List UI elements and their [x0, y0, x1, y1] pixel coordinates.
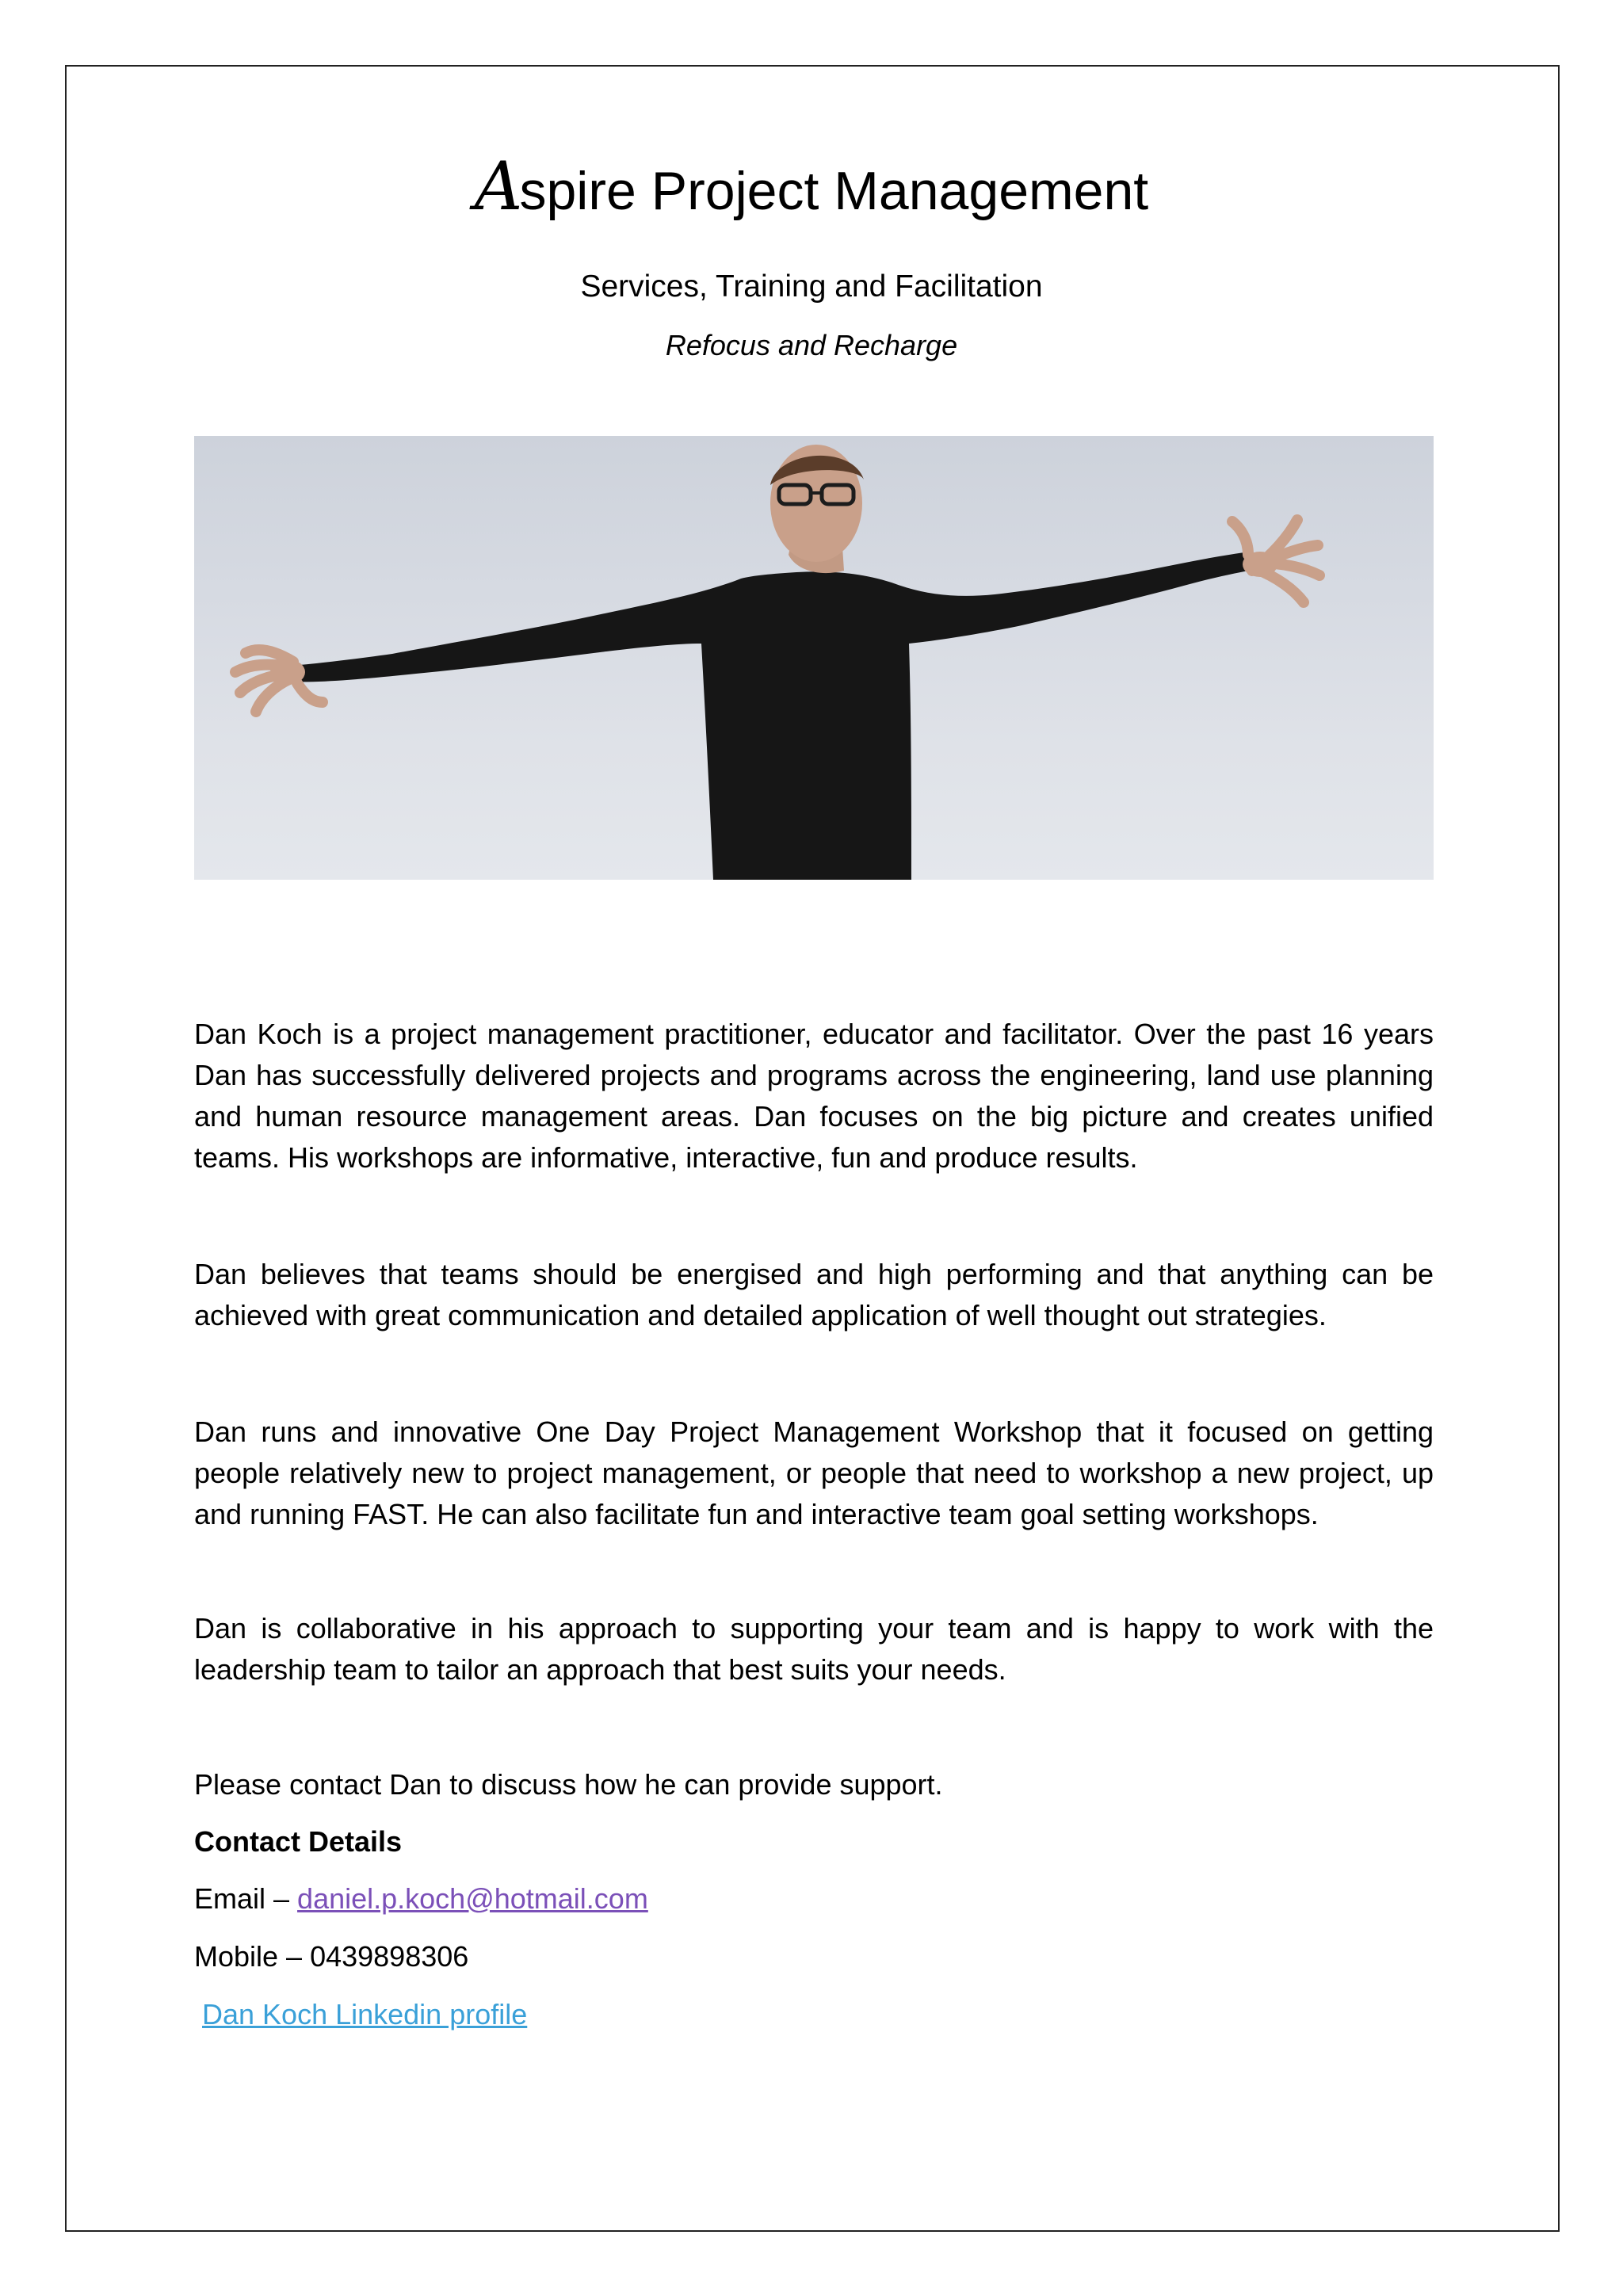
- approach-paragraph: Dan is collaborative in his approach to supporting your team and is happy to work with the leadership team to tailor an approach that best suits your needs.: [194, 1612, 1434, 1686]
- page-title: [0, 147, 1623, 225]
- linkedin-line: [202, 1996, 527, 2034]
- email-label: Email –: [194, 1882, 298, 1915]
- page-tagline: Refocus and Recharge: [665, 329, 958, 361]
- email-link[interactable]: daniel.p.koch@hotmail.com: [297, 1882, 648, 1915]
- email-line: [194, 1880, 648, 1918]
- workshop-paragraph: Dan runs and innovative One Day Project Management Workshop that it focused on getting people relatively new to project management, or people that need to workshop a new project, up and running FAST. He can also facilitate fun and interactive team goal setting workshops.: [194, 1415, 1434, 1530]
- mobile-number: 0439898306: [310, 1940, 469, 1973]
- mobile-line: [194, 1938, 468, 1976]
- title-text: spire Project Management: [519, 161, 1149, 221]
- person-arms-outstretched-photo: [194, 436, 1434, 880]
- linkedin-link[interactable]: Dan Koch Linkedin profile: [202, 1998, 528, 2030]
- hero-photo: [194, 436, 1434, 880]
- title-drop-cap: A: [474, 147, 518, 225]
- mobile-label: Mobile –: [194, 1940, 311, 1973]
- bio-paragraph: Dan Koch is a project management practitioner, educator and facilitator. Over the past 16 years Dan has successfully delivered projects and programs across the engineering, land use planning and human resource management areas. Dan focuses on the big picture and creates unified teams. His workshops are informative, interactive, fun and produce results.: [194, 1018, 1434, 1174]
- contact-heading: Contact Details: [194, 1825, 403, 1858]
- beliefs-paragraph: Dan believes that teams should be energised and high performing and that anything can be achieved with great communication and detailed application of well thought out strategies.: [194, 1258, 1434, 1331]
- contact-prompt: Please contact Dan to discuss how he can provide support.: [194, 1768, 943, 1801]
- page-subtitle: Services, Training and Facilitation: [580, 269, 1043, 304]
